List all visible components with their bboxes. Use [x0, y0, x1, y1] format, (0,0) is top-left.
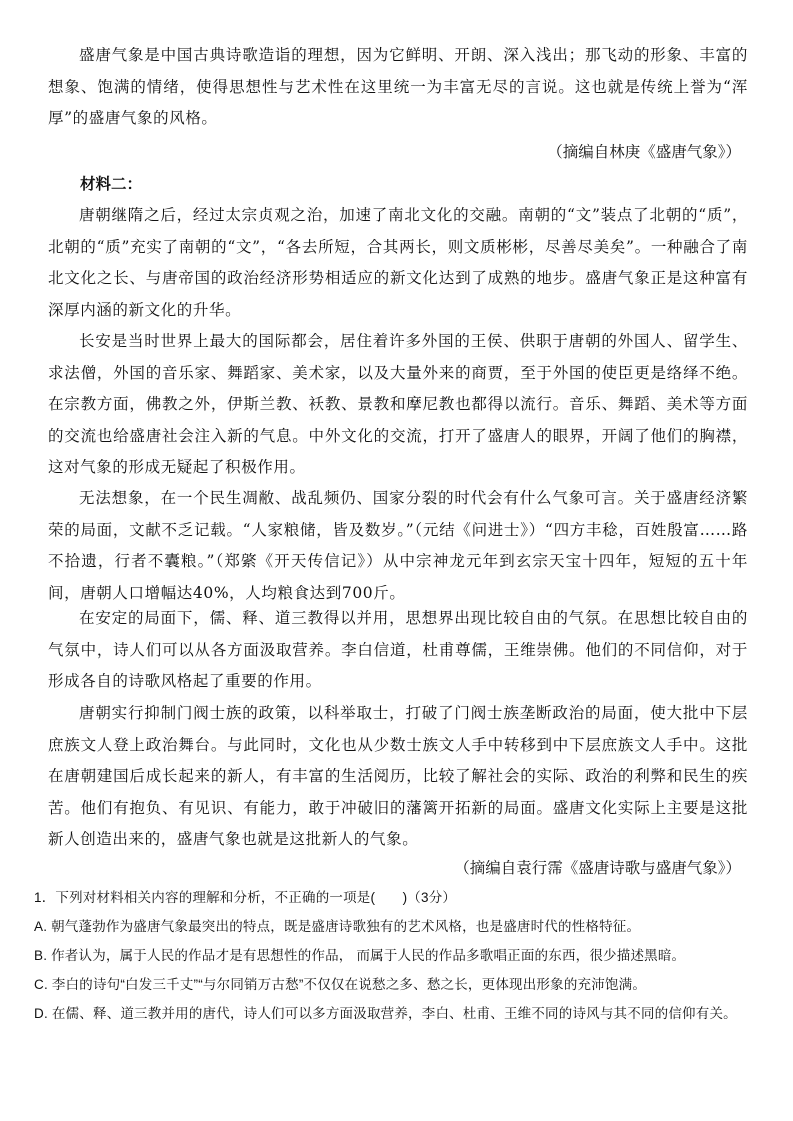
option-b: B. 作者认为，属于人民的作品才是有思想性的作品， 而属于人民的作品多歌唱正面的东西，很少描述黑暗。 [34, 948, 686, 963]
option-a: A. 朝气蓬勃作为盛唐气象最突出的特点，既是盛唐诗歌独有的艺术风格，也是盛唐时代的性格特征。 [34, 919, 641, 934]
option-c: C. 李白的诗句“白发三千丈”“与尔同销万古愁”不仅仅在说愁之多、愁之长，更体现出形象的充沛饱满。 [34, 977, 647, 992]
material2-paragraph-2: 长安是当时世界上最大的国际都会，居住着许多外国的王侯、供职于唐朝的外国人、留学生、求法僧，外国的音乐家、舞蹈家、美术家，以及大量外来的商贾，至于外国的使臣更是络绎不绝。在宗教方面，佛教之外，伊斯兰教、袄教、景教和摩尼教也都得以流行。音乐、舞蹈、美术等方面的交流也给盛唐社会注入新的气息。中外文化的交流，打开了盛唐人的眼界，开阔了他们的胸襟，这对气象的形成无疑起了积极作用。 [48, 332, 748, 476]
material2-paragraph-1: 唐朝继隋之后，经过太宗贞观之治，加速了南北文化的交融。南朝的“文”装点了北朝的“质”，北朝的“质”充实了南朝的“文”，“各去所短，合其两长，则文质彬彬，尽善尽美矣”。一种融合了南北文化之长、与唐帝国的政治经济形势相适应的新文化达到了成熟的地步。盛唐气象正是这种富有深厚内涵的新文化的升华。 [48, 206, 748, 319]
option-d: D. 在儒、释、道三教并用的唐代，诗人们可以多方面汲取营养，李白、杜甫、王维不同的诗风与其不同的信仰有关。 [34, 1006, 737, 1021]
question-stem: 1．下列对材料相关内容的理解和分析，不正确的一项是( )（3分） [34, 890, 457, 905]
material2-paragraph-4: 在安定的局面下，儒、释、道三教得以并用，思想界出现比较自由的气氛。在思想比较自由的气氛中，诗人们可以从各方面汲取营养。李白信道，杜甫尊儒，王维崇佛。他们的不同信仰，对于形成各自的诗歌风格起了重要的作用。 [48, 609, 748, 690]
material2-heading: 材料二： [80, 174, 143, 193]
material2-paragraph-5: 唐朝实行抑制门阀士族的政策，以科举取士，打破了门阀士族垄断政治的局面，使大批中下层庶族文人登上政治舞台。与此同时，文化也从少数士族文人手中转移到中下层庶族文人手中。这批在唐朝建国后成长起来的新人，有丰富的生活阅历，比较了解社会的实际、政治的利弊和民生的疾苦。他们有抱负、有见识、有能力，敢于冲破旧的藩篱开拓新的局面。盛唐文化实际上主要是这批新人创造出来的，盛唐气象也就是这批新人的气象。 [48, 704, 748, 848]
material2-paragraph-3: 无法想象，在一个民生凋敝、战乱频仍、国家分裂的时代会有什么气象可言。关于盛唐经济繁荣的局面，文献不乏记载。“人家粮储，皆及数岁。”（元结《问进士》）“四方丰稔，百姓殷富……路不拾遗，行者不囊粮。”（郑綮《开天传信记》）从中宗神龙元年到玄宗天宝十四年，短短的五十年间，唐朝人口增幅达40%，人均粮食达到700斤。 [48, 489, 748, 602]
material1-paragraph: 盛唐气象是中国古典诗歌造诣的理想，因为它鲜明、开朗、深入浅出；那飞动的形象、丰富的想象、饱满的情绪，使得思想性与艺术性在这里统一为丰富无尽的言说。这也就是传统上誉为“浑厚”的盛唐气象的风格。 [48, 46, 748, 127]
material1-source: （摘编自林庚《盛唐气象》） [547, 143, 741, 161]
material2-source: （摘编自袁行霈《盛唐诗歌与盛唐气象》） [454, 859, 741, 877]
